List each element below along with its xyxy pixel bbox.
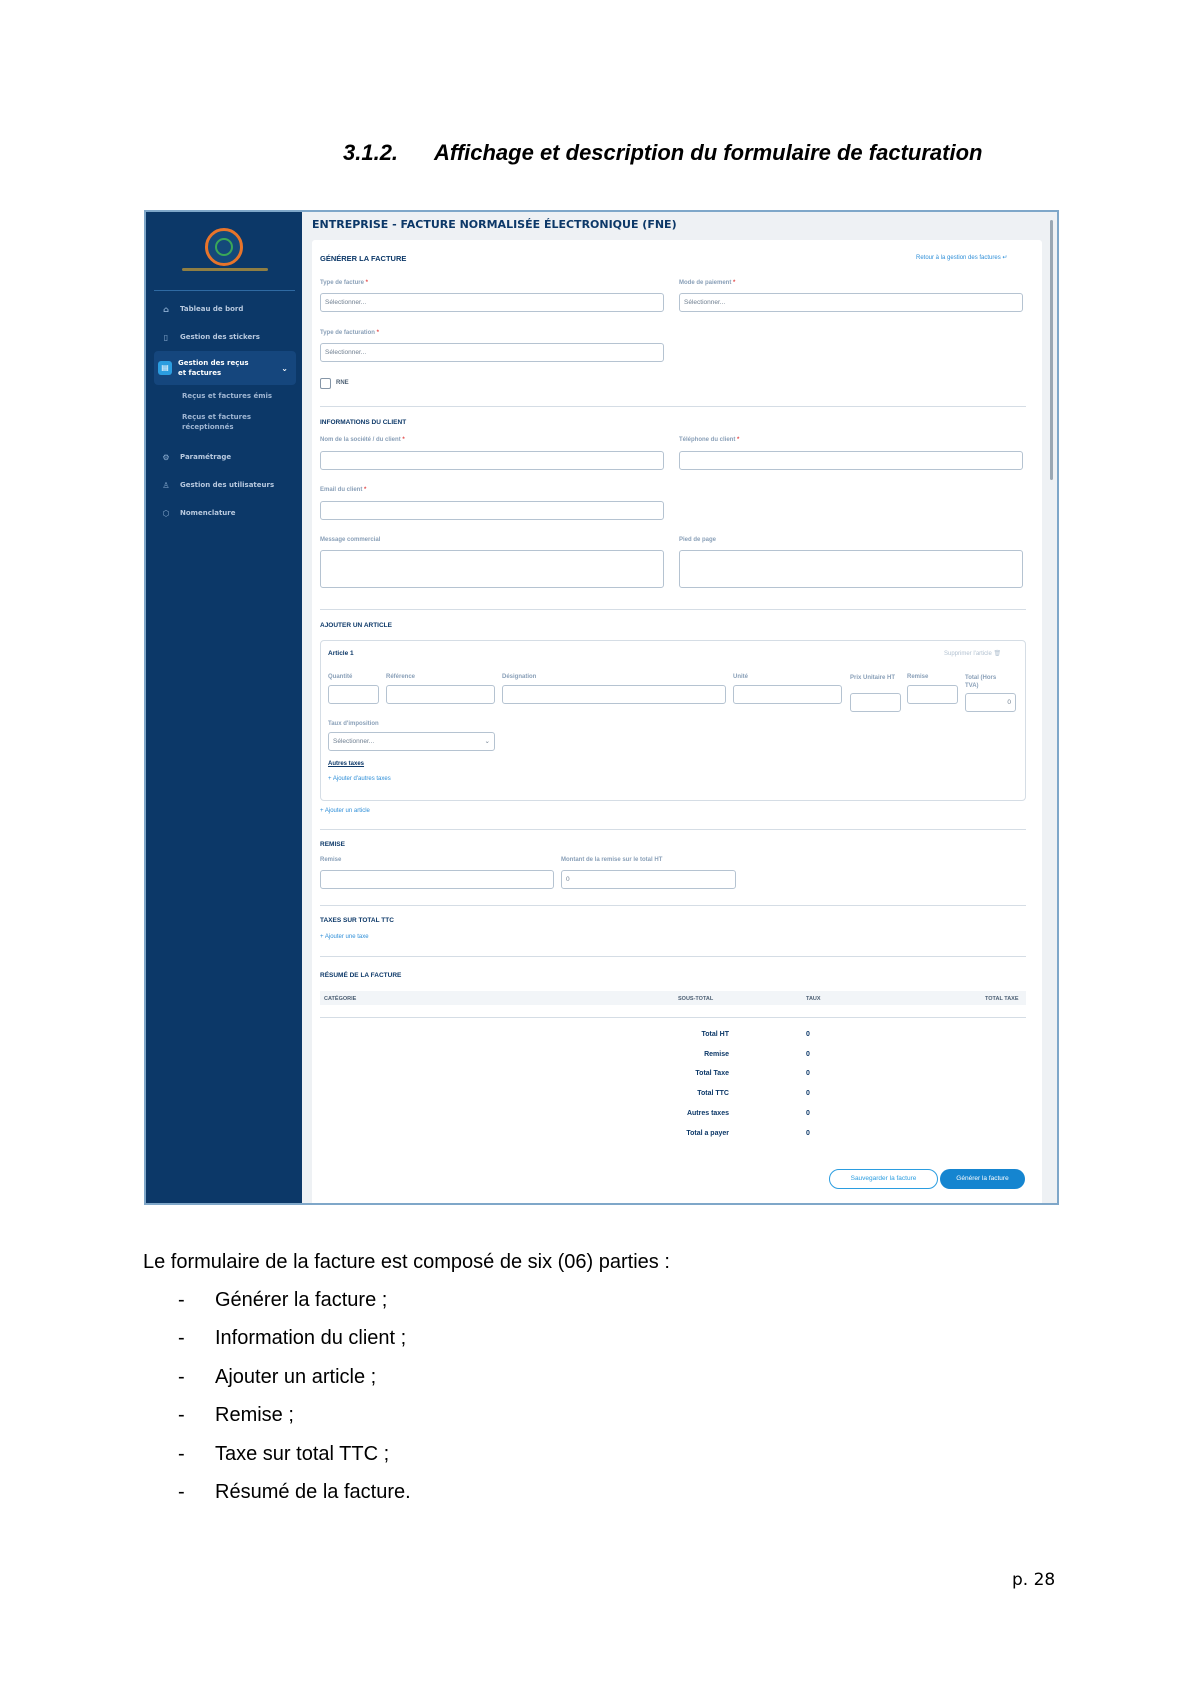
col-designation: Désignation xyxy=(502,674,537,680)
summary-label-total-tax: Total Taxe xyxy=(695,1070,729,1077)
invoice-icon: ▤ xyxy=(158,361,172,375)
col-unit-price: Prix Unitaire HT xyxy=(850,675,896,681)
generate-invoice-button[interactable]: Générer la facture xyxy=(940,1169,1025,1189)
tax-rate-select[interactable] xyxy=(328,732,495,751)
footer-textarea[interactable] xyxy=(679,550,1023,588)
list-item: - Générer la facture ; xyxy=(178,1289,411,1327)
discount-section-title: REMISE xyxy=(320,841,345,848)
article-name: Article 1 xyxy=(328,650,354,657)
summary-value-discount: 0 xyxy=(806,1051,810,1058)
phone-input[interactable] xyxy=(679,451,1023,470)
list-item-text: Remise ; xyxy=(215,1404,294,1427)
other-taxes-label: Autres taxes xyxy=(328,761,365,767)
sidebar xyxy=(146,212,302,1203)
billing-type-label: Type de facturation * xyxy=(320,330,379,336)
message-label: Message commercial xyxy=(320,537,381,543)
add-other-taxes-link[interactable] xyxy=(328,776,391,782)
message-textarea[interactable] xyxy=(320,550,664,588)
th-rate: TAUX xyxy=(806,996,821,1002)
parts-list xyxy=(178,1289,411,1519)
article-card xyxy=(320,640,1026,801)
rne-checkbox[interactable] xyxy=(320,378,331,389)
article-section-title: AJOUTER UN ARTICLE xyxy=(320,622,392,629)
section-number: 3.1.2. xyxy=(343,140,399,165)
sidebar-item-label: Gestion des reçus et factures xyxy=(178,359,249,377)
label-text: Mode de paiement xyxy=(679,280,732,286)
payment-mode-select[interactable]: Sélectionner... xyxy=(679,293,1023,312)
sidebar-item-label: Gestion des stickers xyxy=(180,333,260,341)
return-arrow-icon: ↵ xyxy=(1002,255,1008,261)
cube-icon: ⬡ xyxy=(162,508,170,518)
body-paragraph: Le formulaire de la facture est composé de six (06) parties : xyxy=(143,1251,670,1273)
label-text: Nom de la société / du client xyxy=(320,437,401,443)
app-logo xyxy=(205,228,243,266)
taxes-section-title: TAXES SUR TOTAL TTC xyxy=(320,917,394,924)
delete-label: Supprimer l'article xyxy=(944,651,992,657)
section-title: Affichage et description du formulaire de facturation xyxy=(434,140,983,165)
delete-article-button[interactable] xyxy=(944,650,1001,657)
link-label: Ajouter d'autres taxes xyxy=(332,776,391,782)
tax-rate-label: Taux d'imposition xyxy=(328,721,379,727)
plus-icon: + xyxy=(320,934,324,940)
chevron-down-icon: ⌄ xyxy=(281,363,288,373)
back-to-invoices-link[interactable] xyxy=(916,254,1007,261)
summary-table-header xyxy=(320,991,1026,1005)
sidebar-item-label: Gestion des utilisateurs xyxy=(180,481,275,489)
unit-price-input[interactable] xyxy=(850,693,901,712)
chevron-down-icon: ⌄ xyxy=(484,738,490,745)
email-label: Email du client * xyxy=(320,487,367,493)
page-number: p. 28 xyxy=(1012,1570,1056,1590)
rne-label: RNE xyxy=(336,380,349,386)
list-item: - Information du client ; xyxy=(178,1327,411,1365)
list-item: - Taxe sur total TTC ; xyxy=(178,1443,411,1481)
summary-value-total-ttc: 0 xyxy=(806,1090,810,1097)
summary-section-title: RÉSUMÉ DE LA FACTURE xyxy=(320,972,402,979)
phone-label: Téléphone du client * xyxy=(679,437,740,443)
sidebar-item-receipts-invoices[interactable] xyxy=(154,351,296,385)
company-input[interactable] xyxy=(320,451,664,470)
sidebar-item-label: Tableau de bord xyxy=(180,305,244,313)
payment-mode-label: Mode de paiement * xyxy=(679,280,736,286)
divider xyxy=(320,956,1026,957)
plus-icon: + xyxy=(328,776,332,782)
back-link-label: Retour à la gestion des factures xyxy=(916,255,1001,261)
total-ht-input[interactable]: 0 xyxy=(965,693,1016,712)
col-discount: Remise xyxy=(907,674,929,680)
document-icon: ▯ xyxy=(163,332,169,342)
summary-label-total-ttc: Total TTC xyxy=(697,1090,729,1097)
summary-label-other-taxes: Autres taxes xyxy=(686,1110,729,1117)
list-item: - Ajouter un article ; xyxy=(178,1366,411,1404)
discount-amount-input[interactable]: 0 xyxy=(561,870,736,889)
list-item: - Remise ; xyxy=(178,1404,411,1442)
page-title: ENTREPRISE - FACTURE NORMALISÉE ÉLECTRONIQUE (FNE) xyxy=(312,218,677,231)
sidebar-divider xyxy=(154,290,295,291)
trash-icon: 🗑 xyxy=(993,651,1002,657)
designation-input[interactable] xyxy=(502,685,726,704)
list-item-text: Taxe sur total TTC ; xyxy=(215,1442,390,1465)
discount-amount-label: Montant de la remise sur le total HT xyxy=(561,857,663,863)
sidebar-item-stickers[interactable] xyxy=(154,331,296,343)
sidebar-item-nomenclature[interactable] xyxy=(154,507,296,519)
sidebar-item-label: Nomenclature xyxy=(180,509,236,517)
plus-icon: + xyxy=(320,808,324,814)
summary-label-discount: Remise xyxy=(704,1051,729,1058)
divider xyxy=(320,829,1026,830)
col-quantity: Quantité xyxy=(328,674,353,680)
col-reference: Référence xyxy=(386,674,416,680)
sidebar-item-settings[interactable] xyxy=(154,451,296,463)
discount-label: Remise xyxy=(320,857,342,863)
summary-value-other-taxes: 0 xyxy=(806,1110,810,1117)
link-label: Ajouter une taxe xyxy=(324,934,369,940)
link-label: Ajouter un article xyxy=(324,808,370,814)
email-input[interactable] xyxy=(320,501,664,520)
summary-value-total-ht: 0 xyxy=(806,1031,810,1038)
generate-section-title: GÉNÉRER LA FACTURE xyxy=(320,254,407,263)
summary-label-total-due: Total a payer xyxy=(686,1130,729,1137)
label-text: Téléphone du client xyxy=(679,437,736,443)
footer-label: Pied de page xyxy=(679,537,717,543)
discount-input-global[interactable] xyxy=(320,870,554,889)
scrollbar[interactable] xyxy=(1050,220,1053,480)
company-label: Nom de la société / du client * xyxy=(320,437,405,443)
select-placeholder: Sélectionner... xyxy=(333,738,375,745)
summary-value-total-due: 0 xyxy=(806,1130,810,1137)
list-item: - Résumé de la facture. xyxy=(178,1481,411,1519)
col-total-ht: Total (Hors TVA) xyxy=(965,675,997,689)
label-text: Type de facture xyxy=(320,280,364,286)
invoice-type-select[interactable]: Sélectionner... xyxy=(320,293,664,312)
col-unit: Unité xyxy=(733,674,748,680)
add-article-link[interactable] xyxy=(320,808,370,814)
summary-value-total-tax: 0 xyxy=(806,1070,810,1077)
home-icon: ⌂ xyxy=(163,304,169,314)
divider xyxy=(320,406,1026,407)
user-icon: ♙ xyxy=(162,480,170,490)
list-item-text: Générer la facture ; xyxy=(215,1289,388,1311)
gear-icon: ⚙ xyxy=(162,452,170,462)
billing-type-select[interactable]: Sélectionner... xyxy=(320,343,664,362)
divider xyxy=(320,905,1026,906)
divider xyxy=(320,609,1026,610)
client-section-title: INFORMATIONS DU CLIENT xyxy=(320,419,407,426)
sidebar-item-dashboard[interactable] xyxy=(154,303,296,315)
add-tax-link[interactable] xyxy=(320,934,369,940)
summary-label-total-ht: Total HT xyxy=(701,1031,729,1038)
th-total-tax: TOTAL TAXE xyxy=(985,996,1019,1002)
divider xyxy=(320,1017,1026,1018)
invoice-type-label: Type de facture * xyxy=(320,280,368,286)
label-text: Email du client xyxy=(320,487,363,493)
reference-input[interactable] xyxy=(386,685,495,704)
sidebar-subitem-received[interactable]: Reçus et factures réceptionnés xyxy=(182,413,252,431)
list-item-text: Information du client ; xyxy=(215,1327,407,1350)
logo-caption xyxy=(182,268,268,271)
section-heading xyxy=(343,140,982,166)
list-item-text: Ajouter un article ; xyxy=(215,1365,377,1388)
th-category: CATÉGORIE xyxy=(324,996,357,1002)
save-invoice-button[interactable]: Sauvegarder la facture xyxy=(829,1169,938,1189)
quantity-input[interactable] xyxy=(328,685,379,704)
unit-input[interactable] xyxy=(733,685,842,704)
discount-input[interactable] xyxy=(907,685,958,704)
list-item-text: Résumé de la facture. xyxy=(215,1480,411,1503)
sidebar-item-label: Paramétrage xyxy=(180,453,232,461)
sidebar-item-users[interactable] xyxy=(154,479,296,491)
th-subtotal: SOUS-TOTAL xyxy=(678,996,714,1002)
label-text: Type de facturation xyxy=(320,330,375,336)
sidebar-subitem-issued[interactable]: Reçus et factures émis xyxy=(182,392,273,400)
